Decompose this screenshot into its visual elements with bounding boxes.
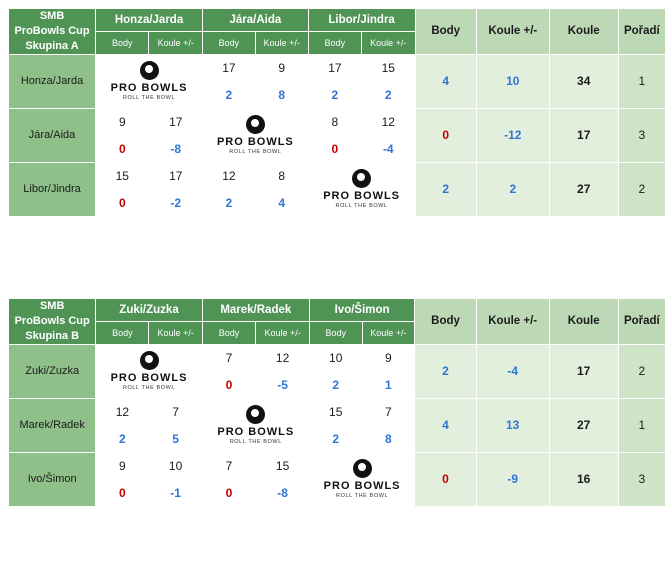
- match-body-against: 9: [362, 344, 415, 371]
- opponent-header-3: Libor/Jindra: [308, 9, 415, 32]
- summary-koule: 27: [549, 162, 618, 216]
- bowling-ball-icon: [246, 405, 265, 424]
- summary-header-3: Koule: [549, 299, 618, 345]
- summary-koule-pm: 13: [476, 398, 549, 452]
- table-title: SMB ProBowls Cup Skupina A: [9, 9, 96, 55]
- header-row: [9, 299, 666, 322]
- logo-name: PRO BOWLS: [110, 371, 188, 384]
- match-points: 2: [96, 425, 149, 452]
- summary-header-2: Koule +/-: [476, 299, 549, 345]
- summary-rank: 3: [618, 108, 665, 162]
- match-body-against: 8: [255, 162, 308, 189]
- opponent-header-2: Jára/Aida: [203, 9, 309, 32]
- pro-bowls-logo: [310, 459, 414, 500]
- summary-koule-pm: -4: [476, 344, 549, 398]
- match-koule-diff: 8: [255, 81, 308, 108]
- pro-bowls-logo: [203, 405, 309, 446]
- row-team-label: Marek/Radek: [9, 398, 96, 452]
- match-koule-diff: -8: [256, 479, 310, 506]
- table-row: [9, 108, 666, 135]
- match-body-against: 17: [149, 162, 203, 189]
- logo-name: PRO BOWLS: [110, 81, 188, 94]
- logo-name: PRO BOWLS: [323, 479, 401, 492]
- match-points: 0: [202, 371, 256, 398]
- match-koule-diff: 1: [362, 371, 415, 398]
- match-points: 2: [308, 81, 361, 108]
- match-body-against: 10: [149, 452, 202, 479]
- summary-rank: 1: [618, 398, 665, 452]
- self-match-logo-cell: [96, 344, 202, 398]
- match-body-for: 9: [96, 452, 149, 479]
- subheader-body-2: Body: [203, 31, 256, 54]
- summary-header-1: Body: [415, 9, 476, 55]
- table-title: SMB ProBowls Cup Skupina B: [9, 299, 96, 345]
- row-team-label: Honza/Jarda: [9, 54, 96, 108]
- match-koule-diff: -4: [362, 135, 415, 162]
- match-koule-diff: -8: [149, 135, 203, 162]
- table-row: [9, 162, 666, 189]
- table-row: [9, 398, 666, 425]
- match-body-for: 15: [309, 398, 362, 425]
- summary-koule-pm: -9: [476, 452, 549, 506]
- summary-header-2: Koule +/-: [476, 9, 549, 55]
- match-body-against: 12: [256, 344, 310, 371]
- subheader-body-3: Body: [308, 31, 361, 54]
- logo-name: PRO BOWLS: [217, 425, 295, 438]
- summary-header-1: Body: [415, 299, 476, 345]
- bowling-ball-icon: [140, 351, 159, 370]
- match-points: 0: [96, 189, 149, 216]
- pro-bowls-logo: [96, 351, 201, 392]
- match-body-against: 15: [256, 452, 310, 479]
- self-match-logo-cell: [308, 162, 415, 216]
- bowling-ball-icon: [352, 169, 371, 188]
- match-koule-diff: 5: [149, 425, 202, 452]
- match-body-for: 10: [309, 344, 362, 371]
- row-team-label: Jára/Aida: [9, 108, 96, 162]
- self-match-logo-cell: [96, 54, 203, 108]
- subheader-body-3: Body: [309, 321, 362, 344]
- match-points: 2: [309, 371, 362, 398]
- group-a-standings-table: [8, 8, 666, 217]
- bowling-ball-icon: [246, 115, 265, 134]
- match-body-against: 7: [362, 398, 415, 425]
- match-body-for: 12: [203, 162, 256, 189]
- match-koule-diff: -2: [149, 189, 203, 216]
- match-body-against: 12: [362, 108, 415, 135]
- summary-body: 0: [415, 452, 476, 506]
- header-row: [9, 9, 666, 32]
- summary-header-4: Pořadí: [618, 299, 665, 345]
- table-row: [9, 452, 666, 479]
- group-b-standings-table: [8, 298, 666, 507]
- summary-koule: 34: [549, 54, 618, 108]
- summary-rank: 3: [618, 452, 665, 506]
- bowling-ball-icon: [140, 61, 159, 80]
- match-points: 0: [96, 479, 149, 506]
- match-body-against: 7: [149, 398, 202, 425]
- summary-body: 4: [415, 54, 476, 108]
- bowling-ball-icon: [353, 459, 372, 478]
- logo-tagline: ROLL THE BOWL: [229, 438, 282, 445]
- summary-rank: 2: [618, 344, 665, 398]
- match-koule-diff: 8: [362, 425, 415, 452]
- match-body-for: 7: [202, 344, 256, 371]
- subheader-koule-1: Koule +/-: [149, 321, 202, 344]
- group-b-table-wrapper: [8, 298, 666, 507]
- match-body-against: 9: [255, 54, 308, 81]
- match-points: 0: [308, 135, 361, 162]
- match-body-for: 17: [203, 54, 256, 81]
- logo-name: PRO BOWLS: [323, 189, 401, 202]
- match-points: 0: [202, 479, 256, 506]
- summary-body: 0: [415, 108, 476, 162]
- match-points: 0: [96, 135, 149, 162]
- group-a-table-wrapper: [8, 8, 666, 217]
- subheader-koule-2: Koule +/-: [256, 321, 310, 344]
- match-body-for: 12: [96, 398, 149, 425]
- summary-rank: 1: [618, 54, 665, 108]
- subheader-body-2: Body: [202, 321, 256, 344]
- summary-body: 2: [415, 344, 476, 398]
- summary-header-3: Koule: [549, 9, 618, 55]
- match-body-against: 17: [149, 108, 203, 135]
- subheader-koule-2: Koule +/-: [255, 31, 308, 54]
- match-body-for: 7: [202, 452, 256, 479]
- row-team-label: Ivo/Šimon: [9, 452, 96, 506]
- match-points: 2: [203, 81, 256, 108]
- subheader-koule-3: Koule +/-: [362, 321, 415, 344]
- summary-koule: 17: [549, 108, 618, 162]
- opponent-header-1: Zuki/Zuzka: [96, 299, 202, 322]
- row-team-label: Zuki/Zuzka: [9, 344, 96, 398]
- match-koule-diff: -1: [149, 479, 202, 506]
- match-points: 2: [309, 425, 362, 452]
- logo-tagline: ROLL THE BOWL: [336, 492, 389, 499]
- self-match-logo-cell: [309, 452, 414, 506]
- match-body-for: 17: [308, 54, 361, 81]
- pro-bowls-logo: [203, 115, 308, 156]
- pro-bowls-logo: [96, 61, 202, 102]
- summary-koule-pm: -12: [476, 108, 549, 162]
- match-koule-diff: 4: [255, 189, 308, 216]
- match-body-for: 15: [96, 162, 149, 189]
- match-points: 2: [203, 189, 256, 216]
- summary-header-4: Pořadí: [618, 9, 665, 55]
- summary-koule-pm: 2: [476, 162, 549, 216]
- match-koule-diff: -5: [256, 371, 310, 398]
- subheader-koule-1: Koule +/-: [149, 31, 203, 54]
- logo-name: PRO BOWLS: [216, 135, 294, 148]
- self-match-logo-cell: [203, 108, 309, 162]
- opponent-header-3: Ivo/Šimon: [309, 299, 414, 322]
- logo-tagline: ROLL THE BOWL: [335, 202, 388, 209]
- pro-bowls-logo: [309, 169, 415, 210]
- subheader-koule-3: Koule +/-: [362, 31, 415, 54]
- summary-koule: 17: [549, 344, 618, 398]
- opponent-header-2: Marek/Radek: [202, 299, 309, 322]
- summary-koule: 16: [549, 452, 618, 506]
- summary-koule-pm: 10: [476, 54, 549, 108]
- logo-tagline: ROLL THE BOWL: [122, 94, 176, 101]
- summary-body: 2: [415, 162, 476, 216]
- subheader-body-1: Body: [96, 321, 149, 344]
- summary-body: 4: [415, 398, 476, 452]
- match-body-for: 9: [96, 108, 149, 135]
- match-body-for: 8: [308, 108, 361, 135]
- subheader-body-1: Body: [96, 31, 149, 54]
- row-team-label: Libor/Jindra: [9, 162, 96, 216]
- self-match-logo-cell: [202, 398, 309, 452]
- logo-tagline: ROLL THE BOWL: [122, 384, 176, 391]
- summary-rank: 2: [618, 162, 665, 216]
- match-koule-diff: 2: [362, 81, 415, 108]
- table-row: [9, 54, 666, 81]
- summary-koule: 27: [549, 398, 618, 452]
- table-row: [9, 344, 666, 371]
- opponent-header-1: Honza/Jarda: [96, 9, 203, 32]
- logo-tagline: ROLL THE BOWL: [229, 148, 282, 155]
- match-body-against: 15: [362, 54, 415, 81]
